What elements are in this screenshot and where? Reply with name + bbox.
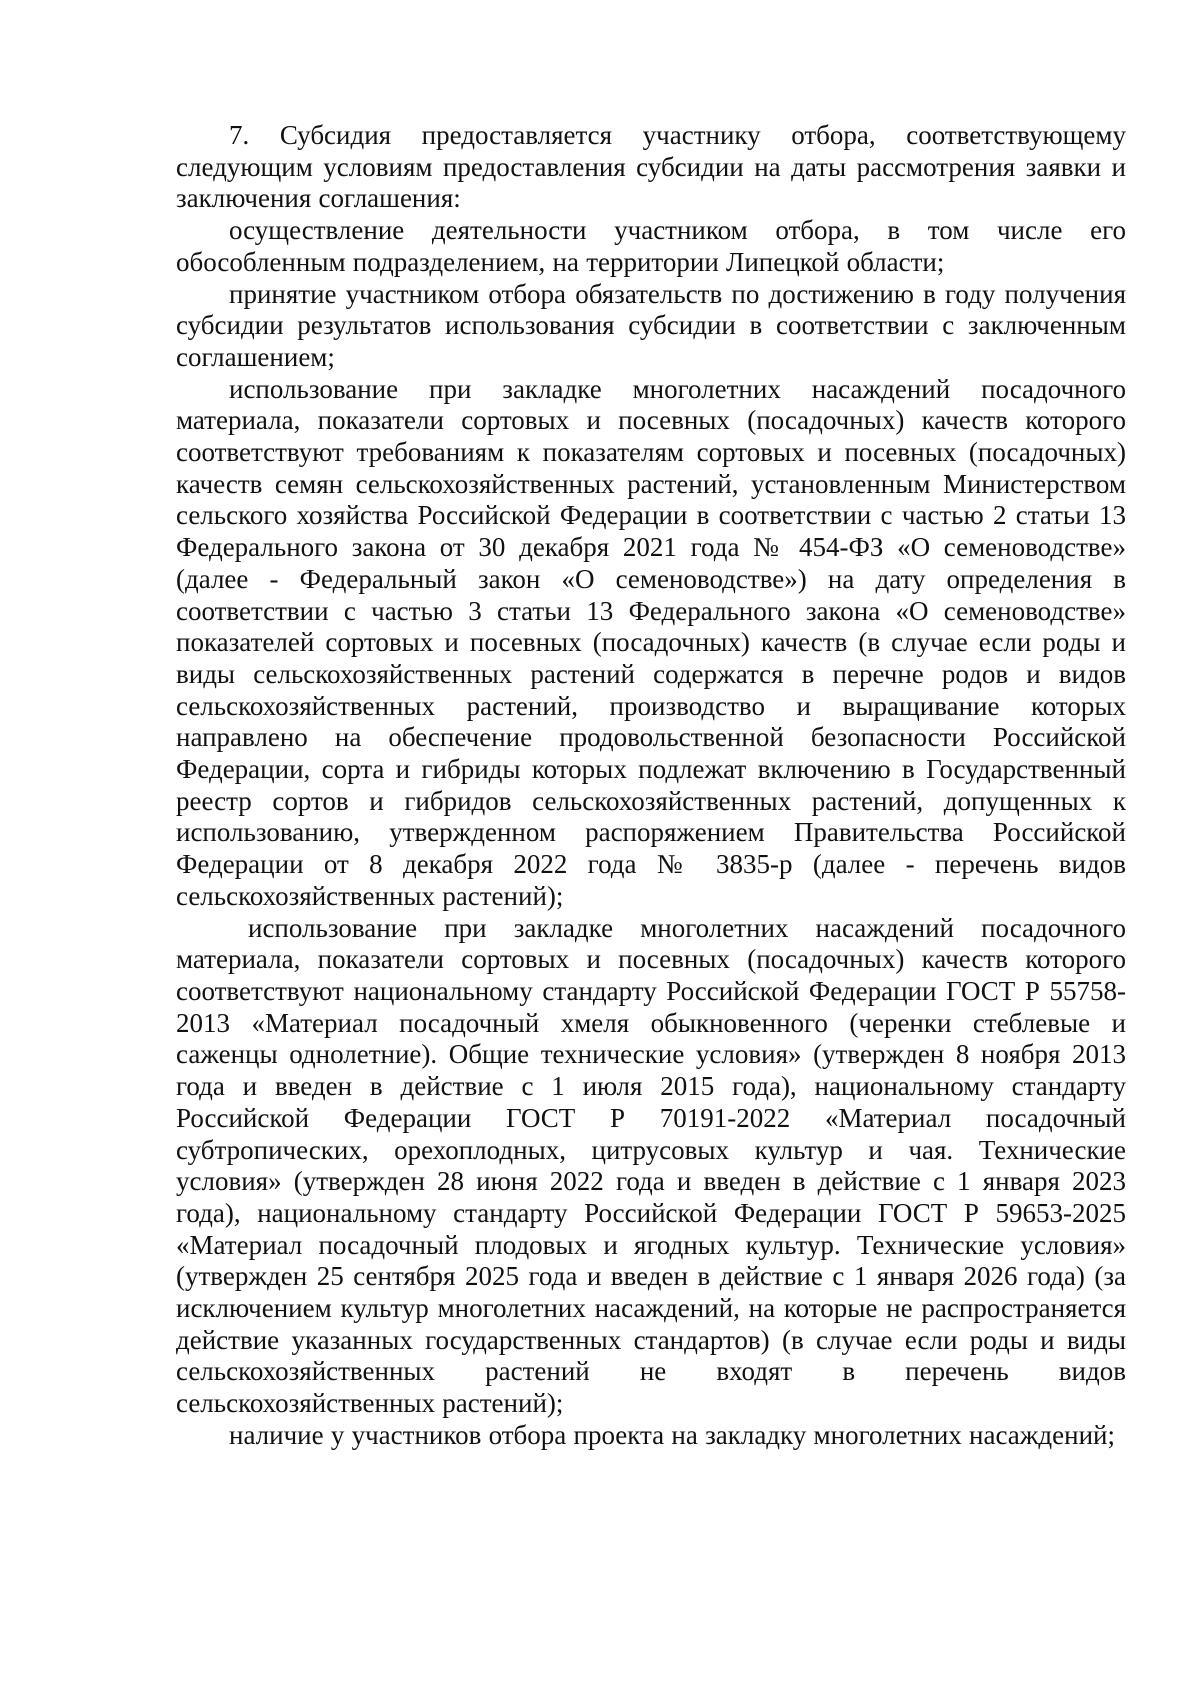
paragraph-condition-territory: осуществление деятельности участником отбора, в том числе его обособленным подразделением, на территории Липецкой области; [176, 215, 1126, 277]
paragraph-condition-obligations: принятие участником отбора обязательств по достижению в году получения субсидии результатов использования субсидии в соответствии с заключенным соглашением; [176, 278, 1126, 372]
paragraph-condition-seed-quality: использование при закладке многолетних насаждений посадочного материала, показатели сортовых и посевных (посадочных) качеств которого соответствуют требованиям к показателям сортовых и посевных (посадочных) качеств семян сельскохозяйственных растений, установленным Министерством сельского хозяйства Российской Федерации в соответствии с частью 2 статьи 13 Федерального закона от 30 декабря 2021 года № 454-ФЗ «О семеноводстве» (далее - Федеральный закон «О семеноводстве») на дату определения в соответствии с частью 3 статьи 13 Федерального закона «О семеноводстве» показателей сортовых и посевных (посадочных) качеств (в случае если роды и виды сельскохозяйственных растений содержатся в перечне родов и видов сельскохозяйственных растений, производство и выращивание которых направлено на обеспечение продовольственной безопасности Российской Федерации, сорта и гибриды которых подлежат включению в Государственный реестр сортов и гибридов сельскохозяйственных растений, допущенных к использованию, утвержденном распоряжением Правительства Российской Федерации от 8 декабря 2022 года № 3835-р (далее - перечень видов сельскохозяйственных растений); [176, 373, 1126, 911]
paragraph-condition-project: наличие у участников отбора проекта на закладку многолетних насаждений; [229, 1419, 1115, 1450]
document-page [176, 120, 1126, 1452]
paragraph-item-7-intro: 7. Субсидия предоставляется участнику отбора, соответствующему следующим условиям предоставления субсидии на даты рассмотрения заявки и заключения соглашения: [176, 120, 1126, 214]
paragraph-condition-gost-standards: использование при закладке многолетних насаждений посадочного материала, показатели сортовых и посевных (посадочных) качеств которого соответствуют национальному стандарту Российской Федерации ГОСТ Р 55758-2013 «Материал посадочный хмеля обыкновенного (черенки стеблевые и саженцы однолетние). Общие технические условия» (утвержден 8 ноября 2013 года и введен в действие с 1 июля 2015 года), национальному стандарту Российской Федерации ГОСТ Р 70191-2022 «Материал посадочный субтропических, орехоплодных, цитрусовых культур и чая. Технические условия» (утвержден 28 июня 2022 года и введен в действие с 1 января 2023 года), национальному стандарту Российской Федерации ГОСТ Р 59653-2025 «Материал посадочный плодовых и ягодных культур. Технические условия» (утвержден 25 сентября 2025 года и введен в действие с 1 января 2026 года) (за исключением культур многолетних насаждений, на которые не распространяется действие указанных государственных стандартов) (в случае если роды и виды сельскохозяйственных растений не входят в перечень видов сельскохозяйственных растений); [176, 912, 1126, 1419]
